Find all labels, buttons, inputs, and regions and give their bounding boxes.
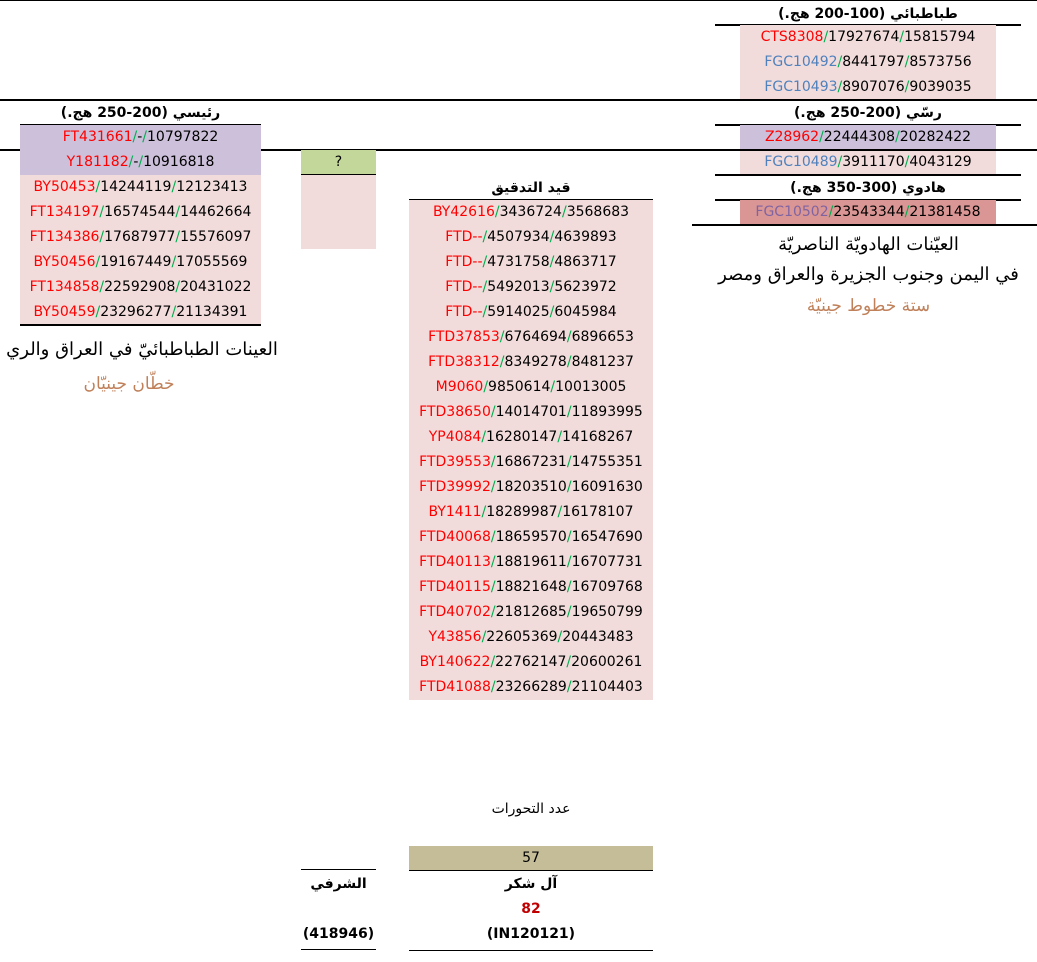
snp-row bbox=[740, 50, 996, 75]
line-raeesi-bottom bbox=[20, 324, 261, 326]
snp-row bbox=[409, 250, 653, 275]
position-build38: 8349278 bbox=[504, 354, 567, 370]
snp-name: FGC10493 bbox=[764, 79, 838, 95]
snp-name: BY50459 bbox=[33, 304, 96, 320]
separator: / bbox=[95, 254, 101, 270]
separator: / bbox=[128, 154, 134, 170]
snp-row bbox=[409, 600, 653, 625]
snp-row bbox=[740, 75, 996, 100]
separator: / bbox=[99, 229, 105, 245]
separator: / bbox=[566, 454, 572, 470]
separator: / bbox=[823, 29, 829, 45]
position-build37: 16707731 bbox=[571, 554, 643, 570]
position-build38: 3436724 bbox=[499, 204, 562, 220]
snp-row bbox=[20, 200, 261, 225]
separator: / bbox=[99, 204, 105, 220]
separator: / bbox=[557, 504, 563, 520]
position-build37: 12123413 bbox=[176, 179, 248, 195]
position-build38: 21812685 bbox=[495, 604, 567, 620]
snp-row bbox=[20, 175, 261, 200]
snp-name: FTD41088 bbox=[419, 679, 491, 695]
position-build38: 9850614 bbox=[488, 379, 551, 395]
snp-row bbox=[409, 425, 653, 450]
position-build38: 22605369 bbox=[486, 629, 558, 645]
snp-name: FT134197 bbox=[29, 204, 100, 220]
snp-row bbox=[740, 125, 996, 150]
position-build37: 20282422 bbox=[899, 129, 972, 145]
separator: / bbox=[482, 304, 488, 320]
snp-name: FTD38312 bbox=[428, 354, 500, 370]
separator: / bbox=[171, 254, 177, 270]
position-build37: 21134391 bbox=[176, 304, 248, 320]
snp-row bbox=[409, 325, 653, 350]
header-tabatabai: طباطبائي (100-200 هج.) bbox=[778, 6, 958, 22]
snp-name: FT134858 bbox=[29, 279, 100, 295]
separator: / bbox=[904, 79, 910, 95]
separator: / bbox=[95, 304, 101, 320]
separator: / bbox=[175, 279, 181, 295]
position-build38: 4731758 bbox=[487, 254, 550, 270]
snp-name: FTD-- bbox=[445, 229, 483, 245]
separator: / bbox=[499, 329, 505, 345]
separator: / bbox=[490, 454, 496, 470]
position-build38: 18203510 bbox=[495, 479, 567, 495]
separator: / bbox=[557, 429, 563, 445]
separator: / bbox=[175, 204, 181, 220]
snp-row bbox=[20, 300, 261, 325]
separator: / bbox=[481, 504, 487, 520]
separator: / bbox=[490, 654, 496, 670]
snp-row bbox=[409, 550, 653, 575]
header-raeesi: رئيسي (200-250 هج.) bbox=[60, 105, 221, 121]
separator: / bbox=[549, 254, 555, 270]
position-build37: 15576097 bbox=[180, 229, 252, 245]
snp-row bbox=[740, 200, 996, 225]
snp-row bbox=[409, 675, 653, 700]
snp-name: BY140622 bbox=[419, 654, 491, 670]
separator: / bbox=[175, 229, 181, 245]
separator: / bbox=[828, 204, 834, 220]
snp-name: FTD-- bbox=[445, 254, 483, 270]
position-build38: 19167449 bbox=[100, 254, 172, 270]
snp-name: Z28962 bbox=[764, 129, 820, 145]
separator: / bbox=[904, 54, 910, 70]
snp-name: BY50456 bbox=[33, 254, 96, 270]
snp-name: M9060 bbox=[435, 379, 484, 395]
mutation-count-value: 57 bbox=[409, 846, 653, 871]
separator: / bbox=[490, 579, 496, 595]
snp-row bbox=[20, 250, 261, 275]
separator: / bbox=[490, 529, 496, 545]
separator: / bbox=[549, 304, 555, 320]
mutation-count-label: عدد التحورات bbox=[491, 801, 571, 817]
snp-row bbox=[409, 625, 653, 650]
line-alshukr-bottom bbox=[409, 950, 653, 951]
position-build37: 9039035 bbox=[909, 79, 972, 95]
separator: / bbox=[566, 404, 572, 420]
position-build37: 4639893 bbox=[554, 229, 617, 245]
position-build37: 19650799 bbox=[571, 604, 643, 620]
snp-name: FT134386 bbox=[29, 229, 100, 245]
separator: / bbox=[549, 229, 555, 245]
position-build37: 10013005 bbox=[555, 379, 627, 395]
separator: / bbox=[481, 629, 487, 645]
snp-name: FT431661 bbox=[62, 129, 133, 145]
snp-row bbox=[20, 225, 261, 250]
position-build37: 11893995 bbox=[571, 404, 643, 420]
separator: / bbox=[99, 279, 105, 295]
question-cell: ? bbox=[301, 150, 376, 175]
separator: / bbox=[566, 579, 572, 595]
question-fill bbox=[301, 175, 376, 249]
position-build37: 21381458 bbox=[909, 204, 981, 220]
separator: / bbox=[549, 279, 555, 295]
position-build37: 21104403 bbox=[571, 679, 643, 695]
position-build38: 16574544 bbox=[104, 204, 176, 220]
snp-name: FTD37853 bbox=[428, 329, 500, 345]
al-sharafi-kit: (418946) bbox=[302, 926, 375, 942]
position-build37: 20443483 bbox=[562, 629, 634, 645]
al-shukr-kit: (IN120121) bbox=[486, 926, 576, 942]
position-build38: 18819611 bbox=[495, 554, 567, 570]
position-build37: 16091630 bbox=[571, 479, 643, 495]
snp-row bbox=[409, 350, 653, 375]
separator: / bbox=[904, 204, 910, 220]
snp-row bbox=[409, 200, 653, 225]
line-sharafi bbox=[301, 869, 376, 870]
snp-row bbox=[409, 450, 653, 475]
snp-name: BY1411 bbox=[428, 504, 482, 520]
position-build38: 17927674 bbox=[828, 29, 900, 45]
snp-row bbox=[409, 375, 653, 400]
snp-name: Y181182 bbox=[66, 154, 129, 170]
snp-name: FGC10502 bbox=[755, 204, 829, 220]
line-sharafi-bottom bbox=[301, 949, 376, 950]
position-build38: 8907076 bbox=[842, 79, 905, 95]
al-shukr-count: 82 bbox=[521, 901, 541, 917]
position-build37: 4863717 bbox=[554, 254, 617, 270]
separator: / bbox=[499, 354, 505, 370]
line-hadawi-bottom bbox=[692, 224, 1037, 226]
snp-name: FGC10492 bbox=[764, 54, 838, 70]
position-build37: 8481237 bbox=[571, 354, 634, 370]
position-build37: 16547690 bbox=[571, 529, 643, 545]
position-build38: 14014701 bbox=[495, 404, 567, 420]
position-build38: 23296277 bbox=[100, 304, 172, 320]
header-hadawi: هادوي (300-350 هج.) bbox=[790, 180, 946, 196]
position-build37: 8573756 bbox=[909, 54, 972, 70]
position-build38: 18659570 bbox=[495, 529, 567, 545]
position-build37: 6896653 bbox=[571, 329, 634, 345]
snp-name: FTD-- bbox=[445, 304, 483, 320]
separator: / bbox=[566, 654, 572, 670]
separator: / bbox=[566, 554, 572, 570]
position-build38: 18289987 bbox=[486, 504, 558, 520]
separator: / bbox=[837, 79, 843, 95]
separator: / bbox=[561, 204, 567, 220]
header-under-review: قيد التدقيق bbox=[491, 180, 571, 196]
separator: / bbox=[171, 304, 177, 320]
snp-row bbox=[409, 400, 653, 425]
note-hadawi-lines: ستة خطوط جينيّة bbox=[806, 296, 931, 316]
snp-row bbox=[409, 300, 653, 325]
note-hadawi-title: العيّنات الهادويّة الناصريّة bbox=[778, 234, 959, 255]
separator: / bbox=[490, 604, 496, 620]
snp-name: FTD39992 bbox=[419, 479, 491, 495]
separator: / bbox=[490, 679, 496, 695]
snp-row bbox=[409, 275, 653, 300]
position-build37: 16709768 bbox=[571, 579, 643, 595]
position-build38: 4507934 bbox=[487, 229, 550, 245]
position-build37: 16178107 bbox=[562, 504, 634, 520]
line-alshukr bbox=[409, 870, 653, 871]
position-build37: 14168267 bbox=[562, 429, 634, 445]
line-long-1 bbox=[0, 99, 1037, 101]
position-build37: 17055569 bbox=[176, 254, 248, 270]
snp-name: FTD40068 bbox=[419, 529, 491, 545]
separator: / bbox=[482, 279, 488, 295]
separator: / bbox=[482, 254, 488, 270]
snp-row bbox=[409, 525, 653, 550]
separator: / bbox=[899, 29, 905, 45]
separator: / bbox=[490, 479, 496, 495]
position-build38: 18821648 bbox=[495, 579, 567, 595]
snp-name: Y43856 bbox=[428, 629, 482, 645]
al-sharafi-name: الشرفي bbox=[310, 876, 367, 892]
separator: / bbox=[895, 129, 900, 145]
separator: / bbox=[550, 379, 556, 395]
separator: / bbox=[557, 629, 563, 645]
position-build38: 16280147 bbox=[486, 429, 558, 445]
header-rassi: رسّي (200-250 هج.) bbox=[794, 105, 942, 121]
note-hadawi-region: في اليمن وجنوب الجزيرة والعراق ومصر bbox=[718, 264, 1019, 285]
snp-name: FTD40113 bbox=[419, 554, 491, 570]
snp-row bbox=[740, 150, 996, 175]
note-tabatabai-title: العينات الطباطبائيّ في العراق والري bbox=[6, 339, 278, 360]
separator: / bbox=[494, 204, 500, 220]
snp-name: FTD40702 bbox=[419, 604, 491, 620]
separator: / bbox=[171, 179, 177, 195]
separator: / bbox=[490, 404, 496, 420]
separator: / bbox=[142, 129, 148, 145]
separator: / bbox=[819, 129, 824, 145]
snp-name: CTS8308 bbox=[760, 29, 824, 45]
separator: / bbox=[566, 604, 572, 620]
snp-name: FTD38650 bbox=[419, 404, 491, 420]
note-tabatabai-lines: خطّان جينيّان bbox=[83, 374, 175, 394]
position-build37: 10797822 bbox=[147, 129, 219, 145]
position-build37: 6045984 bbox=[554, 304, 617, 320]
position-build38: 14244119 bbox=[100, 179, 172, 195]
line-hadawi-top bbox=[715, 174, 1021, 176]
separator: / bbox=[904, 154, 910, 170]
snp-row bbox=[20, 275, 261, 300]
separator: / bbox=[483, 379, 489, 395]
snp-row bbox=[409, 650, 653, 675]
position-build38: 23543344 bbox=[833, 204, 905, 220]
position-build37: 15815794 bbox=[904, 29, 976, 45]
separator: / bbox=[566, 329, 572, 345]
position-build38: 22762147 bbox=[495, 654, 567, 670]
position-build38: 8441797 bbox=[842, 54, 905, 70]
snp-row bbox=[409, 475, 653, 500]
separator: / bbox=[837, 54, 843, 70]
position-build38: 22444308 bbox=[823, 129, 896, 145]
position-build38: 3911170 bbox=[842, 154, 905, 170]
position-build37: 20600261 bbox=[571, 654, 643, 670]
snp-row bbox=[409, 575, 653, 600]
separator: / bbox=[482, 229, 488, 245]
separator: / bbox=[566, 479, 572, 495]
snp-name: FTD40115 bbox=[419, 579, 491, 595]
snp-name: FGC10489 bbox=[764, 154, 838, 170]
snp-row bbox=[409, 225, 653, 250]
position-build38: 5492013 bbox=[487, 279, 550, 295]
separator: / bbox=[138, 154, 144, 170]
position-build38: - bbox=[137, 129, 143, 145]
position-build38: 5914025 bbox=[487, 304, 550, 320]
position-build38: 22592908 bbox=[104, 279, 176, 295]
position-build37: 10916818 bbox=[143, 154, 215, 170]
separator: / bbox=[490, 554, 496, 570]
separator: / bbox=[132, 129, 138, 145]
separator: / bbox=[566, 354, 572, 370]
position-build38: 6764694 bbox=[504, 329, 567, 345]
position-build37: 20431022 bbox=[180, 279, 252, 295]
al-shukr-name: آل شكر bbox=[504, 876, 558, 892]
position-build37: 14755351 bbox=[571, 454, 643, 470]
position-build38: - bbox=[133, 154, 139, 170]
position-build37: 4043129 bbox=[909, 154, 972, 170]
snp-row bbox=[20, 125, 261, 150]
snp-name: FTD-- bbox=[445, 279, 483, 295]
separator: / bbox=[837, 154, 843, 170]
position-build37: 3568683 bbox=[566, 204, 630, 220]
position-build38: 23266289 bbox=[495, 679, 567, 695]
snp-row bbox=[20, 150, 261, 175]
separator: / bbox=[566, 679, 572, 695]
snp-name: BY42616 bbox=[432, 204, 495, 220]
top-border bbox=[0, 0, 1037, 1]
snp-name: FTD39553 bbox=[419, 454, 491, 470]
position-build38: 16867231 bbox=[495, 454, 567, 470]
snp-row bbox=[740, 25, 996, 50]
position-build37: 14462664 bbox=[180, 204, 252, 220]
snp-row bbox=[409, 500, 653, 525]
separator: / bbox=[481, 429, 487, 445]
separator: / bbox=[95, 179, 101, 195]
snp-name: YP4084 bbox=[428, 429, 482, 445]
position-build38: 17687977 bbox=[104, 229, 176, 245]
snp-name: BY50453 bbox=[33, 179, 96, 195]
position-build37: 5623972 bbox=[554, 279, 617, 295]
separator: / bbox=[566, 529, 572, 545]
